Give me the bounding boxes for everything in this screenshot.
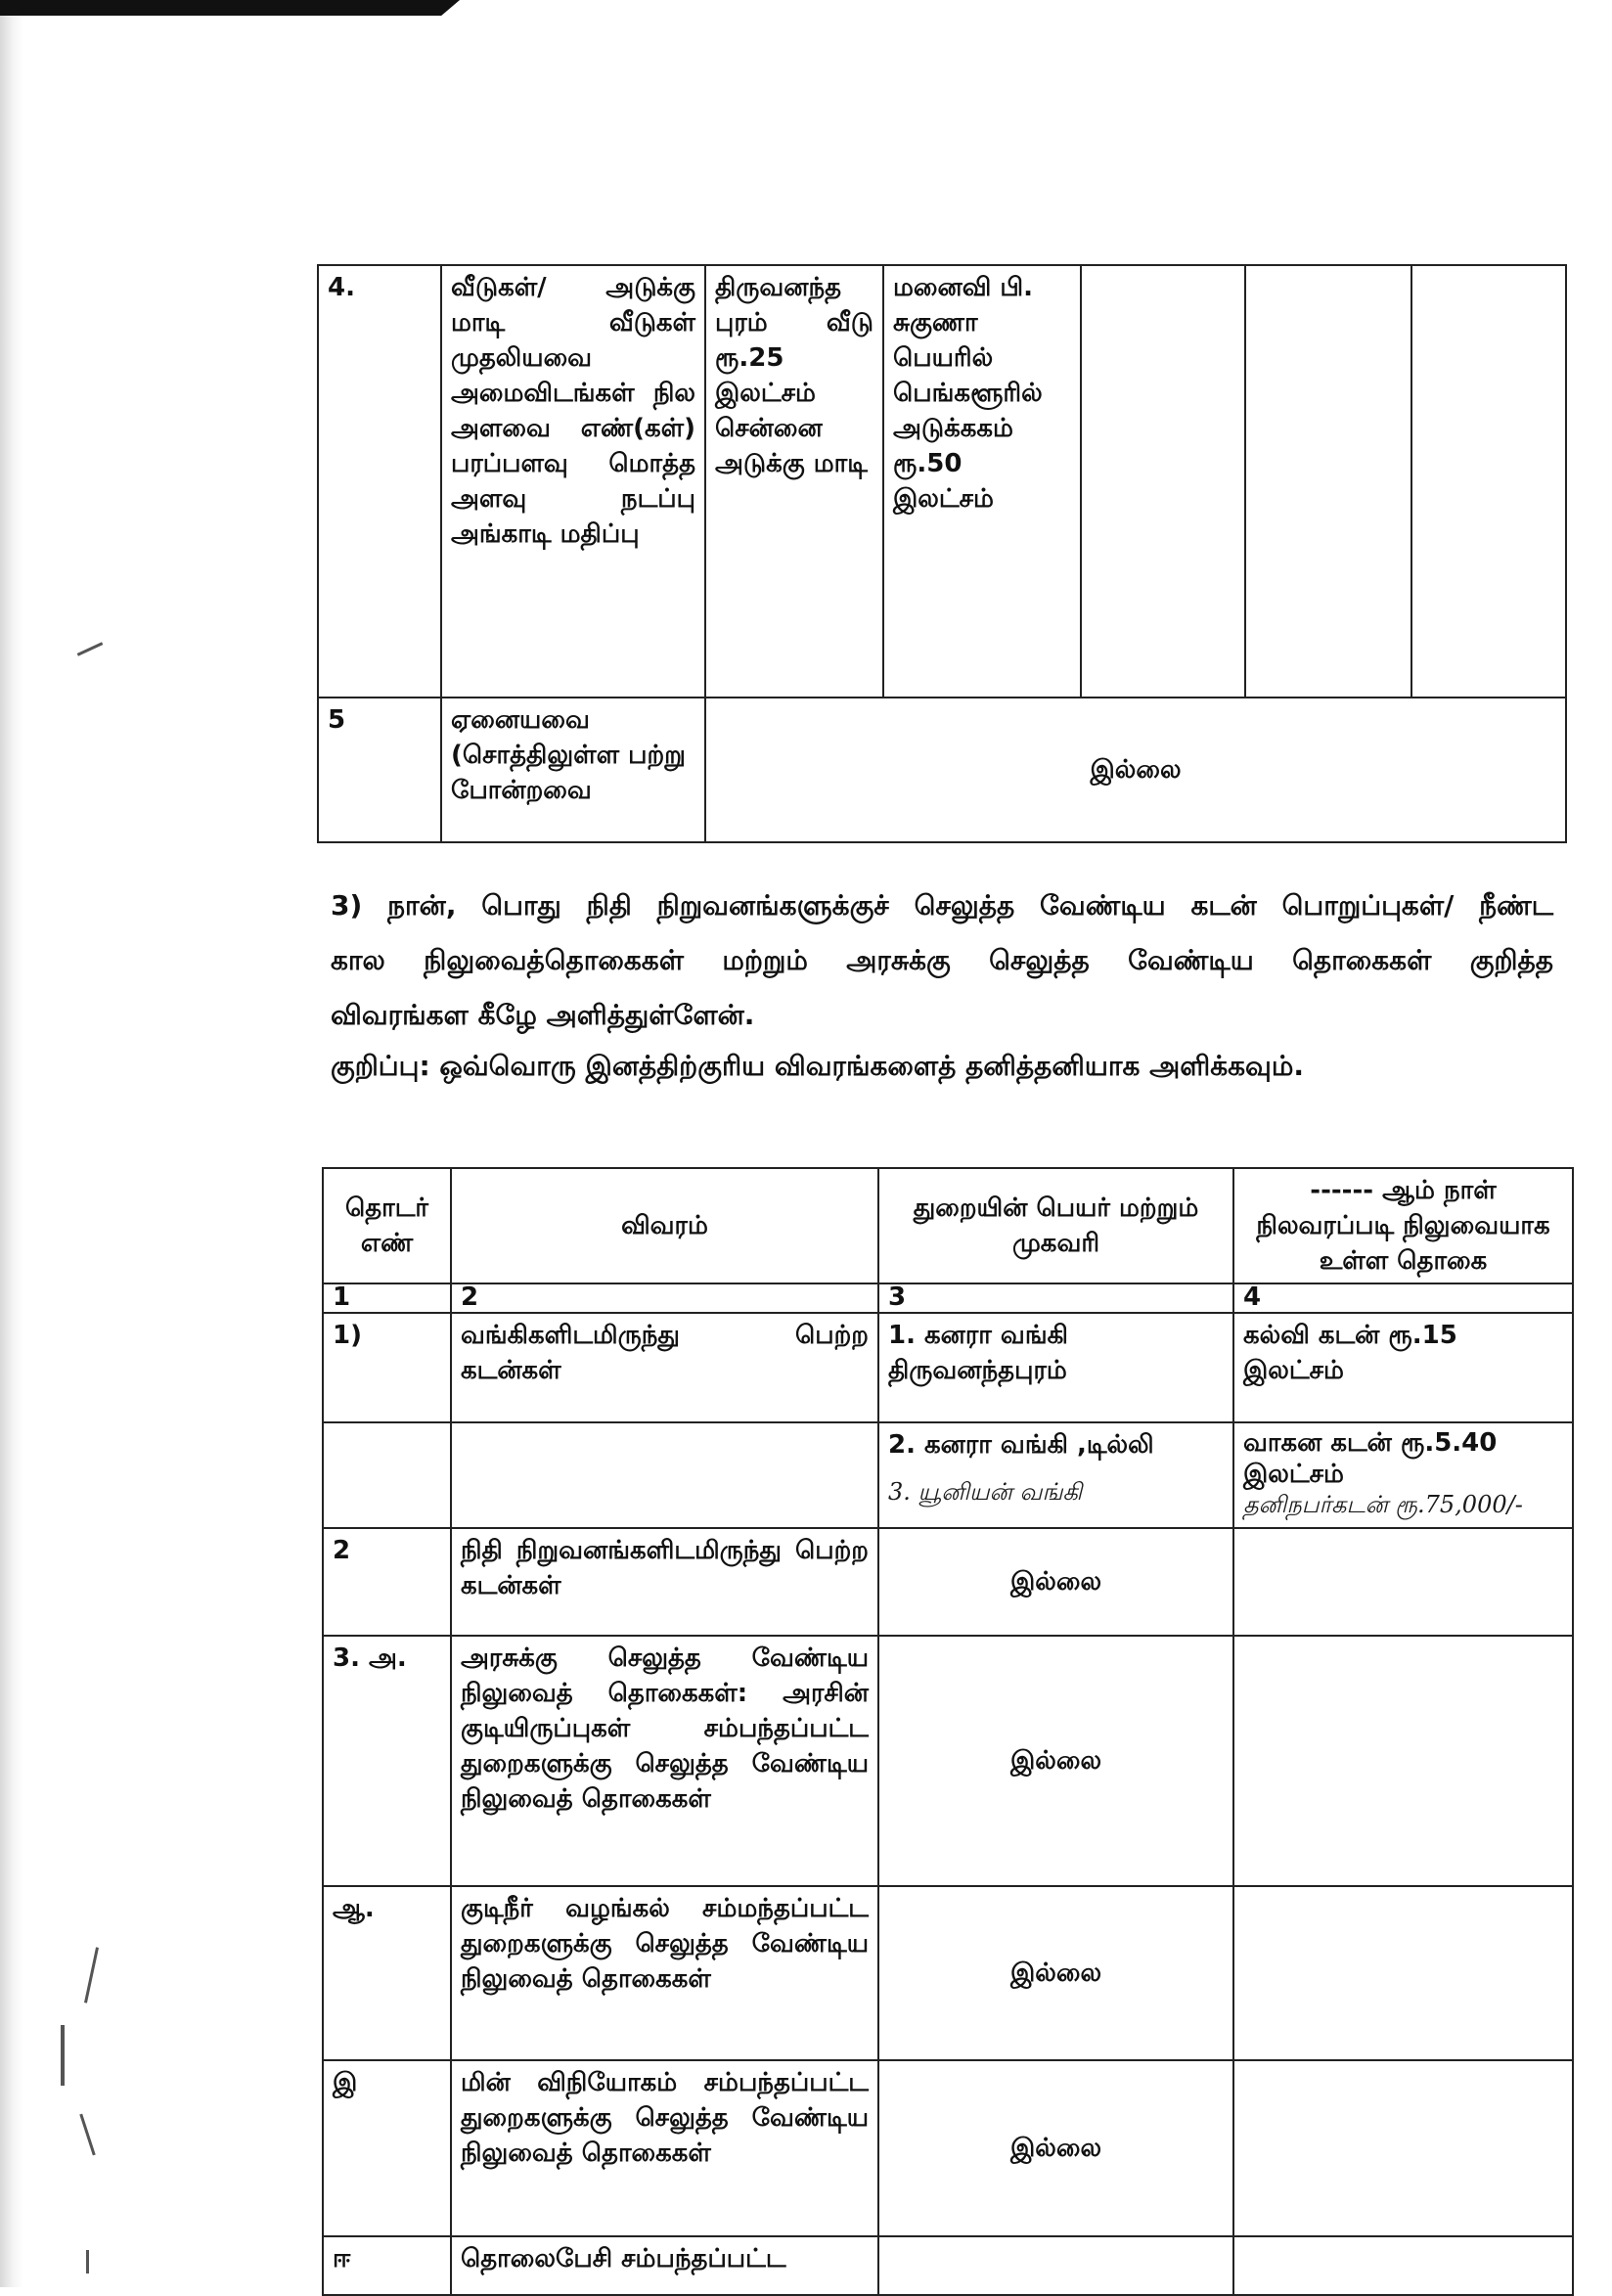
row-serial: 1) [323,1313,451,1422]
table-row [318,265,1566,698]
row-empty-cell [1081,265,1245,698]
column-index: 4 [1233,1283,1573,1313]
row-department [878,1422,1233,1528]
row-amount [1233,2060,1573,2236]
scan-speck [79,2114,95,2156]
row-detail: வங்கிகளிடமிருந்து பெற்ற கடன்கள் [451,1313,878,1422]
table-row [323,1886,1573,2060]
row-serial: 5 [318,698,441,842]
row-amount: கல்வி கடன் ரூ.15 இலட்சம் [1233,1313,1573,1422]
row-department: 1. கனரா வங்கி திருவனந்தபுரம் [878,1313,1233,1422]
index-row [323,1283,1573,1313]
scan-edge [0,0,23,2287]
row-serial: 2 [323,1528,451,1636]
liabilities-note: குறிப்பு: ஒவ்வொரு இனத்திற்குரிய விவரங்களைத் தனித்தனியாக அளிக்கவும். [331,1050,1305,1082]
table-row [323,2060,1573,2236]
row-department-printed: 2. கனரா வங்கி ,டில்லி [888,1430,1154,1460]
header-amount [1233,1168,1573,1283]
column-index: 3 [878,1283,1233,1313]
table-row [323,1422,1573,1528]
row-particular: வீடுகள்/ அடுக்கு மாடி வீடுகள் முதலியவை அமைவிடங்கள் நில அளவை எண்(கள்) பரப்பளவு மொத்த அளவு நடப்பு அங்காடி மதிப்பு [441,265,705,698]
scan-speck [84,1947,99,2003]
row-department: இல்லை [878,1636,1233,1886]
row-particular: ஏனையவை (சொத்திலுள்ள பற்று போன்றவை [441,698,705,842]
row-detail: குடிநீர் வழங்கல் சம்மந்தப்பட்ட துறைகளுக்கு செலுத்த வேண்டிய நிலுவைத் தொகைகள் [451,1886,878,2060]
liabilities-intro-line: கால நிலுவைத்தொகைகள் மற்றும் அரசுக்கு செலுத்த வேண்டிய தொகைகள் குறித்த [331,944,1553,976]
row-empty-cell [1411,265,1566,698]
row-serial: ஈ [323,2236,451,2295]
row-amount [1233,1528,1573,1636]
header-row [323,1168,1573,1283]
row-amount [1233,1422,1573,1528]
row-detail [451,1422,878,1528]
row-serial: 3. அ. [323,1636,451,1886]
table-row [323,1636,1573,1886]
header-amount-date: ------ ஆம் நாள் [1310,1176,1497,1205]
row-department: இல்லை [878,1528,1233,1636]
assets-table [317,264,1567,843]
row-detail: நிதி நிறுவனங்களிடமிருந்து பெற்ற கடன்கள் [451,1528,878,1636]
liabilities-table [322,1167,1574,2296]
table-row [323,1313,1573,1422]
handwritten-amount: தனிநபர்கடன் ரூ.75,000/- [1243,1491,1523,1518]
merged-value-cell: இல்லை [705,698,1566,842]
row-detail: தொலைபேசி சம்பந்தப்பட்ட [451,2236,878,2295]
header-detail: விவரம் [451,1168,878,1283]
row-amount [1233,1636,1573,1886]
row-department: இல்லை [878,2060,1233,2236]
row-serial: இ [323,2060,451,2236]
table-row [323,2236,1573,2295]
header-amount-label: நிலவரப்படி நிலுவையாக உள்ள தொகை [1256,1211,1550,1276]
row-serial: 4. [318,265,441,698]
liabilities-intro-line: விவரங்கள கீழே அளித்துள்ளேன். [331,999,755,1031]
scan-speck [61,2025,65,2086]
header-department: துறையின் பெயர் மற்றும் முகவரி [878,1168,1233,1283]
row-detail: மின் விநியோகம் சம்பந்தப்பட்ட துறைகளுக்கு செலுத்த வேண்டிய நிலுவைத் தொகைகள் [451,2060,878,2236]
row-serial [323,1422,451,1528]
scan-corner-mark [0,0,460,16]
row-amount [1233,2236,1573,2295]
column-index: 1 [323,1283,451,1313]
liabilities-intro-line: 3) நான், பொது நிதி நிறுவனங்களுக்குச் செலுத்த வேண்டிய கடன் பொறுப்புகள்/ நீண்ட [331,889,1554,922]
handwritten-department: 3. யூனியன் வங்கி [888,1478,1083,1506]
row-spouse-holding: மனைவி பி. சுகுணா பெயரில் பெங்களூரில் அடுக்ககம் ரூ.50 இலட்சம் [883,265,1081,698]
table-row [318,698,1566,842]
row-self-holding: திருவனந்த புரம் வீடு ரூ.25 இலட்சம் சென்னை அடுக்கு மாடி [705,265,883,698]
row-empty-cell [1245,265,1411,698]
row-amount [1233,1886,1573,2060]
row-department: இல்லை [878,1886,1233,2060]
scan-speck [86,2250,89,2273]
row-serial: ஆ. [323,1886,451,2060]
table-row [323,1528,1573,1636]
column-index: 2 [451,1283,878,1313]
row-amount-printed: வாகன கடன் ரூ.5.40 இலட்சம் [1243,1428,1498,1489]
row-detail: அரசுக்கு செலுத்த வேண்டிய நிலுவைத் தொகைகள்: அரசின் குடியிருப்புகள் சம்பந்தப்பட்ட துறைகளுக்கு செலுத்த வேண்டிய நிலுவைத் தொகைகள் [451,1636,878,1886]
scan-speck [77,642,104,656]
row-department [878,2236,1233,2295]
header-serial: தொடர் எண் [323,1168,451,1283]
